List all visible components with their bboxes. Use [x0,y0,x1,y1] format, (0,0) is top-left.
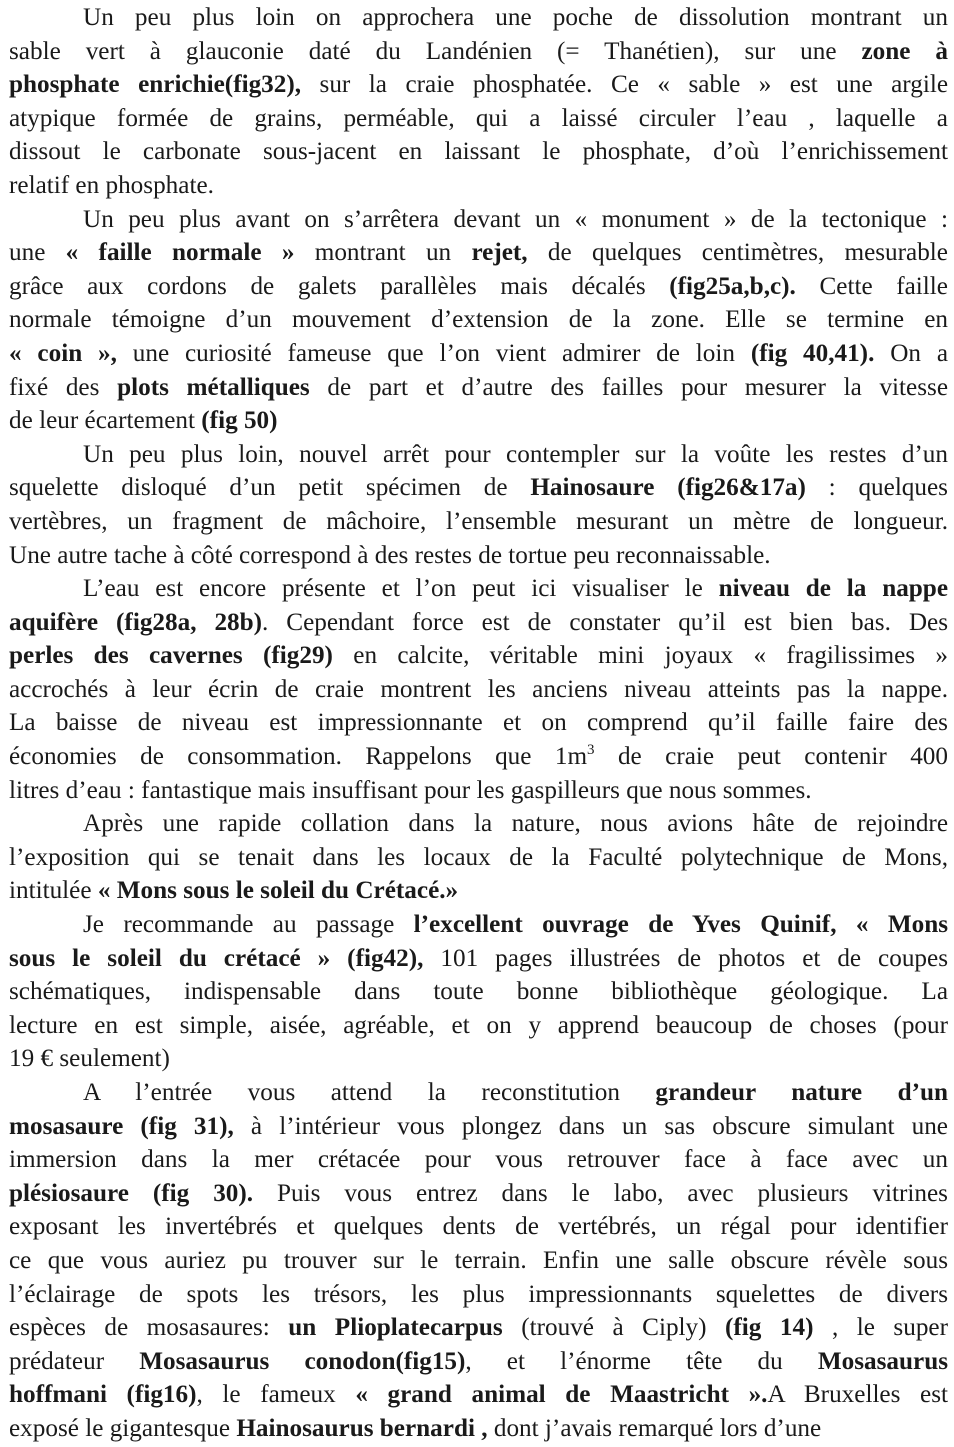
bold-text: (fig 50) [201,407,278,435]
text-run: schématiques, indispensable dans toute bonne bibliothèque géologique. La [9,978,948,1006]
bold-text: « coin », [9,339,117,367]
text-line [9,1177,948,1211]
text-line [9,942,948,976]
text-line [9,505,948,539]
text-run: normale témoigne d’un mouvement d’extension de la zone. Elle se termine en [9,306,948,334]
text-line [9,102,948,136]
bold-text: sous le soleil du crétacé » (fig42), [9,944,424,972]
text-line [9,1076,948,1110]
text-line [9,539,948,573]
text-line [9,1,948,35]
text-run: dont j’avais remarqué lors d’une [487,1414,822,1442]
text-line [9,1110,948,1144]
text-line [9,404,948,438]
text-run: , et l’énorme tête du [465,1347,818,1375]
text-run: Une autre tache à côté correspond à des restes de tortue peu reconnaissable. [9,541,771,569]
bold-text: grandeur nature d’un [655,1079,948,1106]
text-run: A Bruxelles est [767,1381,948,1409]
text-line [9,169,948,203]
text-run: , le super [813,1314,948,1342]
text-line [9,841,948,875]
text-run: lecture en est simple, aisée, agréable, et on y apprend beaucoup de choses (pour [9,1011,948,1039]
text-run: à l’intérieur vous plongez dans un sas obscure simulant une [233,1112,948,1140]
text-run: en calcite, véritable mini joyaux « fragilissimes » [332,642,948,670]
text-run: immersion dans la mer crétacée pour vous retrouver face à face avec un [9,1146,948,1174]
paragraph [9,1076,948,1446]
text-run: squelette disloqué d’un petit spécimen de [9,474,531,502]
text-line [9,1345,948,1379]
text-line [9,303,948,337]
text-run: Un peu plus loin on approchera une poche de dissolution montrant un [83,4,948,31]
text-line [9,673,948,707]
text-line [9,606,948,640]
text-line [9,203,948,237]
text-run: exposé le gigantesque [9,1414,237,1442]
bold-text: perles des cavernes (fig29) [9,642,333,670]
bold-text: « Mons sous le soleil du Crétacé.» [97,877,459,905]
paragraph [9,438,948,572]
text-run: ce que vous auriez pu trouver sur le terrain. Enfin une salle obscure révèle sous [9,1246,948,1274]
text-run: exposant les invertébrés et quelques dents de vertébrés, un régal pour identifier [9,1213,948,1241]
text-line [9,1042,948,1076]
document-page [0,1,954,1447]
paragraph [9,203,948,438]
text-run: Cette faille [795,272,948,300]
bold-text: Hainosaurus bernardi , [236,1414,488,1442]
text-line [9,35,948,69]
text-run: fixé des [9,373,118,401]
bold-text: niveau de la nappe [718,575,948,603]
bold-text: (fig 14) [725,1314,814,1342]
text-line [9,1278,948,1312]
paragraph [9,572,948,807]
text-line [9,1143,948,1177]
text-line [9,236,948,270]
text-run: 19 € seulement) [9,1045,170,1073]
text-line [9,740,948,774]
bold-text: plésiosaure (fig 30). [9,1179,254,1207]
bold-text: zone à [861,37,948,65]
text-line [9,68,948,102]
bold-text: mosasaure (fig 31), [9,1112,234,1140]
text-run: sable vert à glauconie daté du Landénien (= Thanétien), sur une [9,37,862,65]
text-run: l’exposition qui se tenait dans les locaux de la Faculté polytechnique de Mons, [9,843,948,871]
text-run: intitulée [9,877,98,905]
text-line [9,706,948,740]
text-run: Un peu plus loin, nouvel arrêt pour contempler sur la voûte les restes d’un [83,440,948,468]
paragraph [9,1,948,203]
text-run: économies de consommation. Rappelons que 1m [9,743,588,771]
text-run: montrant un [294,239,472,267]
text-line [9,438,948,472]
text-line [9,1311,948,1345]
text-line [9,572,948,606]
text-line [9,270,948,304]
text-run: Puis vous entrez dans le labo, avec plusieurs vitrines [253,1179,948,1207]
bold-text: (fig25a,b,c). [669,272,796,300]
text-run: La baisse de niveau est impressionnante et on comprend qu’il faille faire des [9,709,948,737]
text-line [9,337,948,371]
text-line [9,774,948,808]
text-run: Après une rapide collation dans la nature, nous avions hâte de rejoindre [83,810,948,838]
text-run: prédateur [9,1347,140,1375]
text-line [9,135,948,169]
text-line [9,1009,948,1043]
bold-text: phosphate enrichie(fig32), [9,71,302,99]
bold-text: (fig 40,41). [750,339,875,367]
text-line [9,1412,948,1446]
text-run: 101 pages illustrées de photos et de coupes [423,944,948,972]
text-line [9,639,948,673]
paragraph [9,908,948,1076]
text-line [9,975,948,1009]
text-run: atypique formée de grains, perméable, qui a laissé circuler l’eau , laquelle a [9,104,948,132]
text-run: : quelques [805,474,948,502]
text-line [9,1210,948,1244]
text-run: litres d’eau : fantastique mais insuffisant pour les gaspilleurs que nous sommes. [9,776,812,804]
text-run: Je recommande au passage [83,911,414,939]
text-run: vertèbres, un fragment de mâchoire, l’ensemble mesurant un mètre de longueur. [9,507,948,535]
bold-text: Hainosaure (fig26&17a) [530,474,806,502]
bold-text: « grand animal de Maastricht ». [355,1381,768,1409]
text-line [9,874,948,908]
bold-text: l’excellent ouvrage de Yves Quinif, « Mons [413,911,948,939]
text-run: sur la craie phosphatée. Ce « sable » est une argile [301,71,948,99]
text-run: de leur écartement [9,407,202,435]
bold-text: plots métalliques [117,373,310,401]
text-run: grâce aux cordons de galets parallèles mais décalés [9,272,670,300]
text-run: une curiosité fameuse que l’on vient admirer de loin [116,339,751,367]
text-run: (trouvé à Ciply) [502,1314,726,1342]
bold-text: Mosasaurus [817,1347,948,1375]
text-run: espèces de mosasaures: [9,1314,289,1342]
bold-text: hoffmani (fig16) [9,1381,197,1409]
text-line [9,1378,948,1412]
text-run: , le fameux [196,1381,356,1409]
text-line [9,1244,948,1278]
text-run: A l’entrée vous attend la reconstitution [83,1079,656,1106]
text-line [9,807,948,841]
text-line [9,908,948,942]
text-run: l’éclairage de spots les trésors, les plus impressionnants squelettes de divers [9,1280,948,1308]
text-run: relatif en phosphate. [9,171,214,199]
superscript: 3 [587,742,595,759]
text-run: . Cependant force est de constater qu’il est bien bas. Des [262,608,948,636]
bold-text: rejet, [471,239,528,267]
text-run: L’eau est encore présente et l’on peut ici visualiser le [83,575,719,603]
text-run: Un peu plus avant on s’arrêtera devant un « monument » de la tectonique : [83,205,948,233]
paragraph [9,807,948,908]
text-line [9,471,948,505]
text-run: accrochés à leur écrin de craie montrent les anciens niveau atteints pas la nappe. [9,675,948,703]
text-line [9,371,948,405]
bold-text: « faille normale » [65,239,295,267]
bold-text: un Plioplatecarpus [288,1314,503,1342]
text-run: de part et d’autre des failles pour mesurer la vitesse [309,373,948,401]
text-run: dissout le carbonate sous-jacent en laissant le phosphate, d’où l’enrichissement [9,138,948,166]
bold-text: aquifère (fig28a, 28b) [9,608,263,636]
text-run: une [9,239,66,267]
text-run: de craie peut contenir 400 [594,743,948,771]
text-run: On a [874,339,948,367]
bold-text: Mosasaurus conodon(fig15) [139,1347,466,1375]
text-run: de quelques centimètres, mesurable [527,239,948,267]
